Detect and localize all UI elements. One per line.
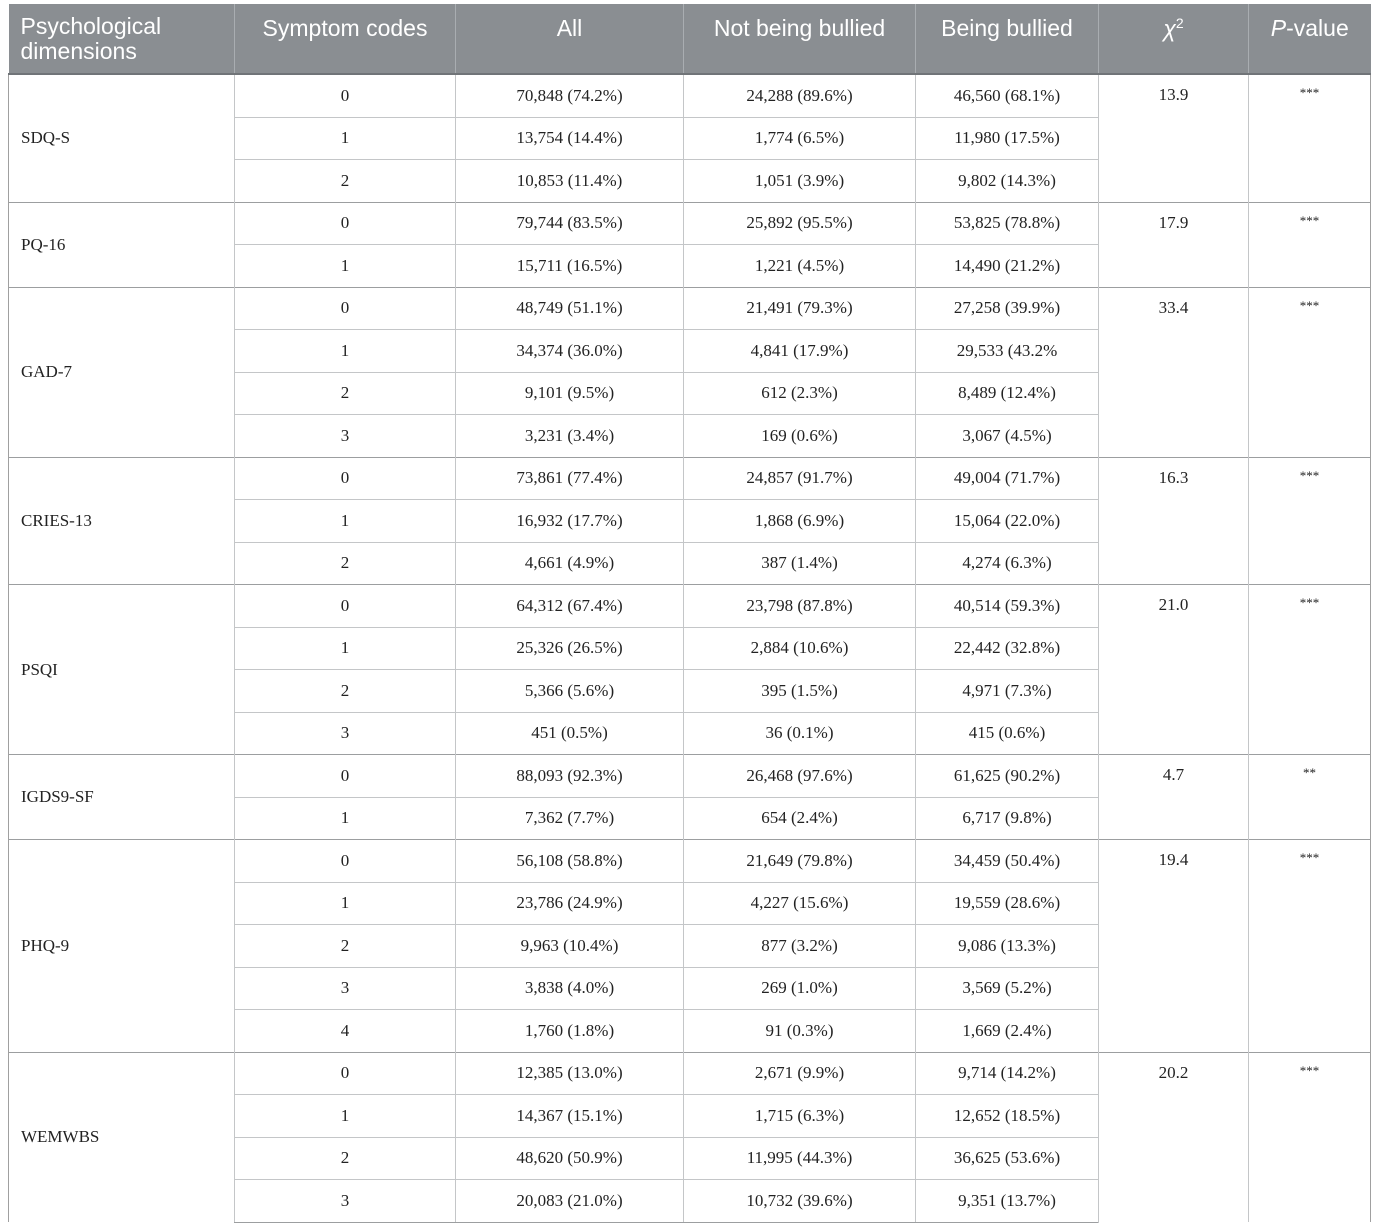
symptom-code: 2 [235, 925, 456, 968]
not-bullied-count: 24,857 (91.7%) [684, 457, 916, 500]
header-dimensions [9, 4, 235, 74]
chi-square-value: 19.4 [1099, 840, 1249, 1053]
header-row [9, 4, 1371, 74]
chi-square-value: 21.0 [1099, 585, 1249, 755]
bullied-count: 9,086 (13.3%) [916, 925, 1099, 968]
all-count: 4,661 (4.9%) [456, 542, 684, 585]
symptom-code: 0 [235, 755, 456, 798]
bullied-count: 1,669 (2.4%) [916, 1010, 1099, 1053]
table-row [9, 1052, 1371, 1095]
not-bullied-count: 1,774 (6.5%) [684, 117, 916, 160]
bullied-count: 3,067 (4.5%) [916, 415, 1099, 458]
all-count: 23,786 (24.9%) [456, 882, 684, 925]
not-bullied-count: 36 (0.1%) [684, 712, 916, 755]
chi-square-value: 20.2 [1099, 1052, 1249, 1222]
header-symptom-codes: Symptom codes [235, 4, 456, 74]
dimension-name: IGDS9-SF [9, 755, 235, 840]
symptom-code: 0 [235, 585, 456, 628]
bullied-count: 415 (0.6%) [916, 712, 1099, 755]
symptom-code: 1 [235, 1095, 456, 1138]
bullied-count: 36,625 (53.6%) [916, 1137, 1099, 1180]
bullied-count: 49,004 (71.7%) [916, 457, 1099, 500]
bullied-count: 6,717 (9.8%) [916, 797, 1099, 840]
bullied-count: 8,489 (12.4%) [916, 372, 1099, 415]
p-value-stars: *** [1249, 840, 1371, 1053]
bullied-count: 9,351 (13.7%) [916, 1180, 1099, 1223]
chi-square-value: 16.3 [1099, 457, 1249, 585]
all-count: 48,620 (50.9%) [456, 1137, 684, 1180]
table-row [9, 202, 1371, 245]
bullied-count: 12,652 (18.5%) [916, 1095, 1099, 1138]
not-bullied-count: 91 (0.3%) [684, 1010, 916, 1053]
header-all: All [456, 4, 684, 74]
not-bullied-count: 11,995 (44.3%) [684, 1137, 916, 1180]
header-chi-square [1099, 4, 1249, 74]
not-bullied-count: 4,841 (17.9%) [684, 330, 916, 373]
bullied-count: 34,459 (50.4%) [916, 840, 1099, 883]
p-rest: -value [1286, 15, 1349, 41]
header-dimensions-line2: dimensions [20, 38, 137, 64]
bullied-count: 14,490 (21.2%) [916, 245, 1099, 288]
chi-square-value: 13.9 [1099, 74, 1249, 202]
all-count: 20,083 (21.0%) [456, 1180, 684, 1223]
symptom-code: 1 [235, 500, 456, 543]
bullied-count: 11,980 (17.5%) [916, 117, 1099, 160]
not-bullied-count: 21,649 (79.8%) [684, 840, 916, 883]
not-bullied-count: 1,868 (6.9%) [684, 500, 916, 543]
p-value-stars: *** [1249, 457, 1371, 585]
bullied-count: 3,569 (5.2%) [916, 967, 1099, 1010]
chi-square-value: 17.9 [1099, 202, 1249, 287]
not-bullied-count: 24,288 (89.6%) [684, 74, 916, 117]
not-bullied-count: 387 (1.4%) [684, 542, 916, 585]
not-bullied-count: 10,732 (39.6%) [684, 1180, 916, 1223]
bullied-count: 53,825 (78.8%) [916, 202, 1099, 245]
p-value-stars: ** [1249, 755, 1371, 840]
all-count: 14,367 (15.1%) [456, 1095, 684, 1138]
all-count: 56,108 (58.8%) [456, 840, 684, 883]
p-value-stars: *** [1249, 585, 1371, 755]
all-count: 16,932 (17.7%) [456, 500, 684, 543]
all-count: 3,231 (3.4%) [456, 415, 684, 458]
dimension-name: CRIES-13 [9, 457, 235, 585]
symptom-code: 2 [235, 670, 456, 713]
not-bullied-count: 23,798 (87.8%) [684, 585, 916, 628]
all-count: 12,385 (13.0%) [456, 1052, 684, 1095]
all-count: 64,312 (67.4%) [456, 585, 684, 628]
all-count: 7,362 (7.7%) [456, 797, 684, 840]
bullied-count: 9,714 (14.2%) [916, 1052, 1099, 1095]
not-bullied-count: 4,227 (15.6%) [684, 882, 916, 925]
chi-square-value: 33.4 [1099, 287, 1249, 457]
bullied-count: 15,064 (22.0%) [916, 500, 1099, 543]
p-value-stars: *** [1249, 1052, 1371, 1222]
table-row [9, 457, 1371, 500]
symptom-code: 2 [235, 372, 456, 415]
dimension-name: WEMWBS [9, 1052, 235, 1222]
all-count: 34,374 (36.0%) [456, 330, 684, 373]
not-bullied-count: 2,884 (10.6%) [684, 627, 916, 670]
all-count: 88,093 (92.3%) [456, 755, 684, 798]
bullied-count: 29,533 (43.2% [916, 330, 1099, 373]
symptom-code: 1 [235, 797, 456, 840]
symptom-code: 3 [235, 712, 456, 755]
not-bullied-count: 26,468 (97.6%) [684, 755, 916, 798]
header-p-value [1249, 4, 1371, 74]
all-count: 10,853 (11.4%) [456, 160, 684, 203]
header-dimensions-line1: Psychological [20, 13, 162, 39]
chi-symbol: χ [1163, 15, 1176, 42]
not-bullied-count: 1,715 (6.3%) [684, 1095, 916, 1138]
not-bullied-count: 269 (1.0%) [684, 967, 916, 1010]
table-row [9, 585, 1371, 628]
header-not-bullied: Not being bullied [684, 4, 916, 74]
bullying-psychological-table [8, 4, 1371, 1223]
not-bullied-count: 1,221 (4.5%) [684, 245, 916, 288]
symptom-code: 3 [235, 967, 456, 1010]
all-count: 73,861 (77.4%) [456, 457, 684, 500]
all-count: 3,838 (4.0%) [456, 967, 684, 1010]
p-value-stars: *** [1249, 74, 1371, 202]
table-row [9, 840, 1371, 883]
symptom-code: 2 [235, 160, 456, 203]
symptom-code: 4 [235, 1010, 456, 1053]
p-italic: P [1270, 15, 1287, 41]
not-bullied-count: 395 (1.5%) [684, 670, 916, 713]
chi-superscript: 2 [1175, 15, 1184, 31]
bullied-count: 4,971 (7.3%) [916, 670, 1099, 713]
header-bullied: Being bullied [916, 4, 1099, 74]
bullied-count: 61,625 (90.2%) [916, 755, 1099, 798]
dimension-name: PQ-16 [9, 202, 235, 287]
symptom-code: 0 [235, 840, 456, 883]
table-row [9, 287, 1371, 330]
all-count: 5,366 (5.6%) [456, 670, 684, 713]
dimension-name: PSQI [9, 585, 235, 755]
all-count: 1,760 (1.8%) [456, 1010, 684, 1053]
p-value-stars: *** [1249, 202, 1371, 287]
not-bullied-count: 169 (0.6%) [684, 415, 916, 458]
symptom-code: 1 [235, 117, 456, 160]
symptom-code: 1 [235, 627, 456, 670]
dimension-name: SDQ-S [9, 74, 235, 202]
bullied-count: 4,274 (6.3%) [916, 542, 1099, 585]
symptom-code: 1 [235, 330, 456, 373]
not-bullied-count: 2,671 (9.9%) [684, 1052, 916, 1095]
all-count: 48,749 (51.1%) [456, 287, 684, 330]
bullied-count: 40,514 (59.3%) [916, 585, 1099, 628]
bullied-count: 9,802 (14.3%) [916, 160, 1099, 203]
symptom-code: 0 [235, 1052, 456, 1095]
not-bullied-count: 612 (2.3%) [684, 372, 916, 415]
all-count: 15,711 (16.5%) [456, 245, 684, 288]
p-value-stars: *** [1249, 287, 1371, 457]
table-body [9, 74, 1371, 1222]
all-count: 70,848 (74.2%) [456, 74, 684, 117]
table-row [9, 755, 1371, 798]
symptom-code: 3 [235, 415, 456, 458]
bullied-count: 22,442 (32.8%) [916, 627, 1099, 670]
bullied-count: 27,258 (39.9%) [916, 287, 1099, 330]
all-count: 13,754 (14.4%) [456, 117, 684, 160]
symptom-code: 0 [235, 74, 456, 117]
dimension-name: PHQ-9 [9, 840, 235, 1053]
all-count: 79,744 (83.5%) [456, 202, 684, 245]
symptom-code: 2 [235, 542, 456, 585]
all-count: 9,963 (10.4%) [456, 925, 684, 968]
not-bullied-count: 25,892 (95.5%) [684, 202, 916, 245]
table-header [9, 4, 1371, 74]
symptom-code: 3 [235, 1180, 456, 1223]
table-row [9, 74, 1371, 117]
all-count: 9,101 (9.5%) [456, 372, 684, 415]
not-bullied-count: 877 (3.2%) [684, 925, 916, 968]
all-count: 25,326 (26.5%) [456, 627, 684, 670]
symptom-code: 1 [235, 882, 456, 925]
symptom-code: 0 [235, 202, 456, 245]
bullied-count: 46,560 (68.1%) [916, 74, 1099, 117]
symptom-code: 2 [235, 1137, 456, 1180]
symptom-code: 0 [235, 287, 456, 330]
bullied-count: 19,559 (28.6%) [916, 882, 1099, 925]
not-bullied-count: 654 (2.4%) [684, 797, 916, 840]
not-bullied-count: 21,491 (79.3%) [684, 287, 916, 330]
all-count: 451 (0.5%) [456, 712, 684, 755]
chi-square-value: 4.7 [1099, 755, 1249, 840]
not-bullied-count: 1,051 (3.9%) [684, 160, 916, 203]
symptom-code: 1 [235, 245, 456, 288]
symptom-code: 0 [235, 457, 456, 500]
dimension-name: GAD-7 [9, 287, 235, 457]
